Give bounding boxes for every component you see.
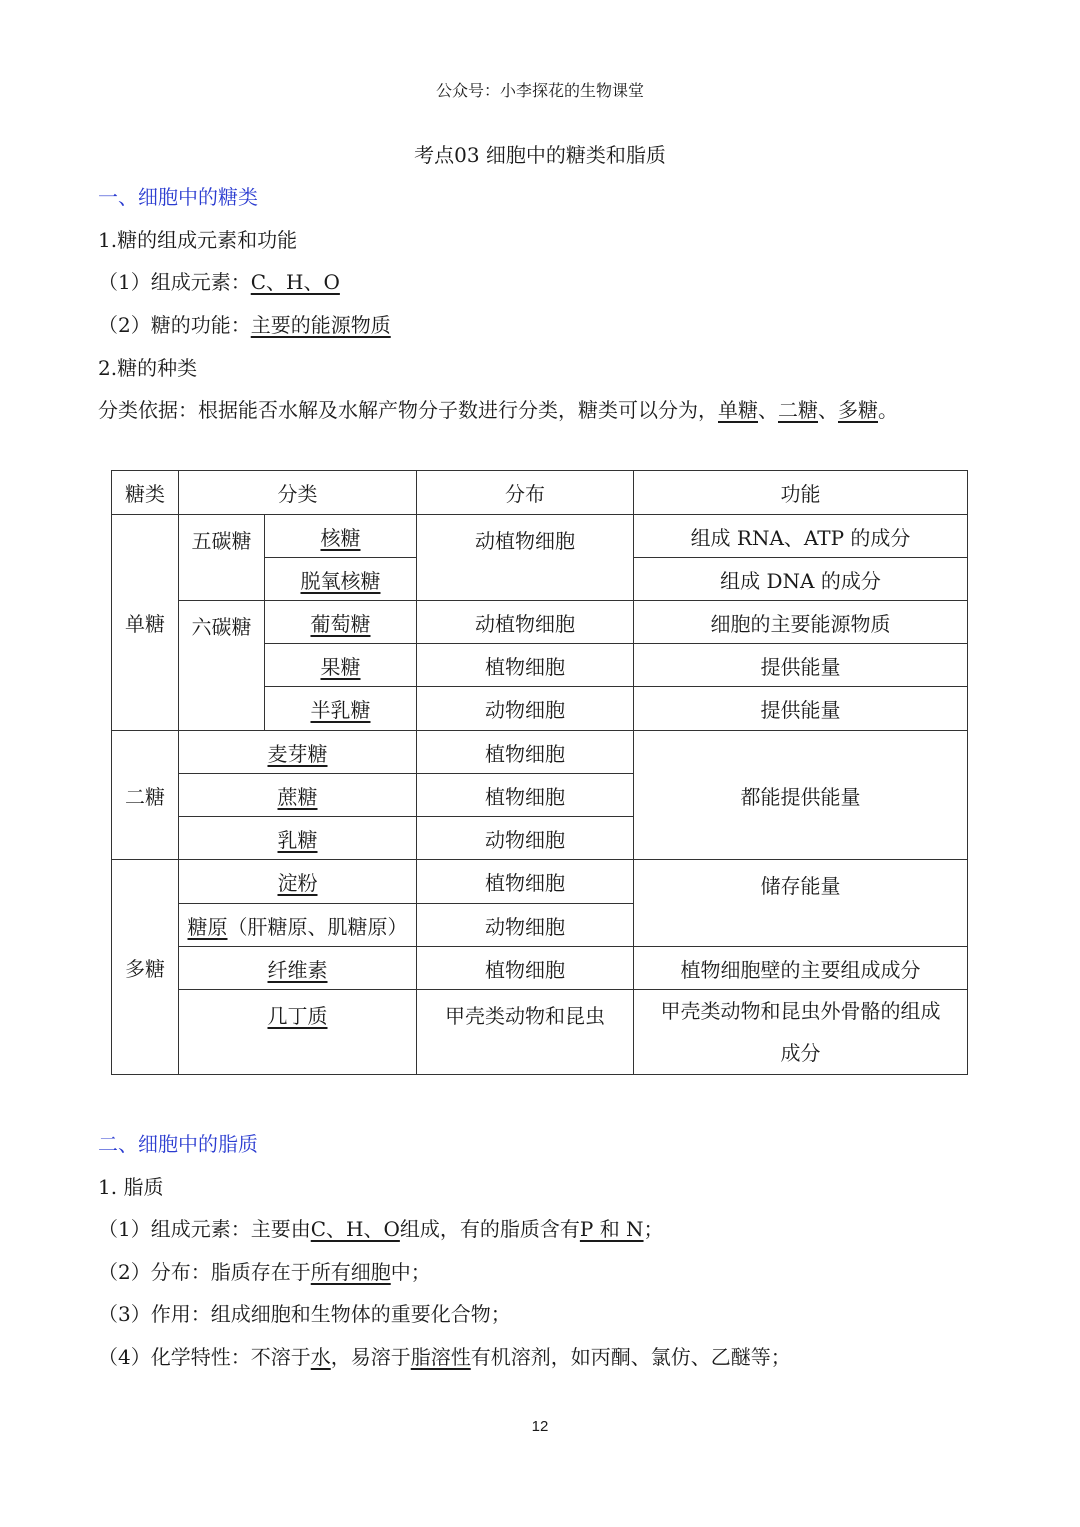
basis-term-poly: 多糖	[838, 398, 878, 422]
sugar-ribose: 核糖	[320, 525, 361, 550]
s1-item1: 1.糖的组成元素和功能	[98, 228, 298, 252]
sugar-lactose: 乳糖	[277, 827, 318, 852]
s1-basis	[98, 394, 898, 423]
section2-heading: 二、细胞中的脂质	[98, 1132, 258, 1156]
section1-heading: 一、细胞中的糖类	[98, 185, 258, 209]
sugar-galactose: 半乳糖	[310, 698, 371, 722]
basis-sep: 、	[818, 398, 838, 422]
basis-term-di: 二糖	[778, 398, 818, 422]
s2-l2-c: 中；	[390, 1260, 431, 1284]
s1-item1-1	[98, 266, 340, 295]
basis-sep: 、	[758, 398, 778, 422]
s2-l4-d: 脂溶性	[410, 1345, 471, 1369]
sugar-glucose: 葡萄糖	[310, 611, 371, 636]
sugar-glycogen	[179, 904, 417, 947]
s2-l4-b: 水	[310, 1345, 331, 1369]
s1-item1-1-prefix: （1）组成元素：	[98, 270, 251, 294]
th-class: 分类	[179, 471, 417, 515]
page-header: 公众号：小李探花的生物课堂	[435, 81, 644, 100]
s2-item1: 1. 脂质	[98, 1175, 164, 1199]
func-chitin	[634, 990, 968, 1075]
sub-c5: 五碳糖	[179, 515, 265, 601]
dist-cellulose: 植物细胞	[417, 947, 634, 990]
s2-l1-a: （1）组成元素：主要由	[98, 1217, 311, 1241]
dist-chitin: 甲壳类动物和昆虫	[417, 990, 634, 1075]
func-di: 都能提供能量	[634, 731, 968, 860]
th-function: 功能	[634, 471, 968, 515]
dist-starch: 植物细胞	[417, 860, 634, 904]
s2-l1-e: ；	[643, 1217, 664, 1241]
basis-end: 。	[878, 398, 898, 422]
s2-l4-a: （4）化学特性：不溶于	[98, 1345, 311, 1369]
s2-line2	[98, 1256, 431, 1285]
s2-line3: （3）作用：组成细胞和生物体的重要化合物；	[98, 1302, 511, 1326]
s2-l4-c: ，易溶于	[330, 1345, 411, 1369]
page-number: 12	[531, 1418, 549, 1435]
s2-l2-a: （2）分布：脂质存在于	[98, 1260, 311, 1284]
sugar-sucrose: 蔗糖	[277, 784, 318, 809]
sugar-chitin: 几丁质	[267, 1004, 328, 1028]
s1-item1-2	[98, 309, 391, 338]
func-glucose: 细胞的主要能源物质	[634, 601, 968, 644]
s2-l1-d: P 和 N	[579, 1217, 644, 1241]
th-distribution: 分布	[417, 471, 634, 515]
sugar-starch: 淀粉	[277, 871, 318, 895]
func-storage: 储存能量	[634, 860, 968, 947]
dist-galactose: 动物细胞	[417, 687, 634, 731]
func-ribose: 组成 RNA、ATP 的成分	[634, 515, 968, 558]
sugar-maltose: 麦芽糖	[267, 741, 328, 766]
func-chitin-line2: 成分	[780, 1041, 821, 1065]
sugar-glycogen-term: 糖原	[187, 914, 228, 939]
s2-line1	[98, 1213, 664, 1242]
sugar-table	[111, 470, 968, 1075]
func-galactose: 提供能量	[634, 687, 968, 731]
func-deoxyribose: 组成 DNA 的成分	[634, 558, 968, 601]
sugar-cellulose: 纤维素	[267, 957, 328, 982]
dist-fructose: 植物细胞	[417, 644, 634, 687]
s1-item1-2-prefix: （2）糖的功能：	[98, 313, 251, 337]
dist-ribose: 动植物细胞	[417, 515, 634, 601]
func-fructose: 提供能量	[634, 644, 968, 687]
dist-glucose: 动植物细胞	[417, 601, 634, 644]
th-category: 糖类	[112, 471, 179, 515]
sub-c6: 六碳糖	[179, 601, 265, 731]
sugar-deoxyribose: 脱氧核糖	[300, 568, 381, 593]
dist-lactose: 动物细胞	[417, 817, 634, 860]
sugar-glycogen-note: （肝糖原、肌糖原）	[227, 914, 408, 939]
cat-poly: 多糖	[112, 860, 179, 1075]
sugar-fructose: 果糖	[320, 654, 361, 679]
page-title: 考点03 细胞中的糖类和脂质	[414, 143, 666, 167]
s2-line4	[98, 1341, 791, 1370]
func-chitin-line1: 甲壳类动物和昆虫外骨骼的组成	[660, 999, 941, 1023]
dist-maltose: 植物细胞	[417, 731, 634, 774]
dist-glycogen: 动物细胞	[417, 904, 634, 947]
cat-mono: 单糖	[112, 515, 179, 731]
basis-term-mono: 单糖	[718, 398, 758, 422]
cat-di: 二糖	[112, 731, 179, 860]
basis-text: 分类依据：根据能否水解及水解产物分子数进行分类，糖类可以分为，	[98, 398, 718, 422]
s2-l1-c: 组成，有的脂质含有	[399, 1217, 580, 1241]
s1-item1-1-value: C、H、O	[250, 270, 340, 294]
s2-l2-b: 所有细胞	[310, 1260, 391, 1284]
s1-item1-2-value: 主要的能源物质	[250, 313, 391, 337]
s1-item2: 2.糖的种类	[98, 356, 198, 380]
s2-l4-e: 有机溶剂，如丙酮、氯仿、乙醚等；	[470, 1345, 791, 1369]
dist-sucrose: 植物细胞	[417, 774, 634, 817]
func-cellulose: 植物细胞壁的主要组成成分	[634, 947, 968, 990]
s2-l1-b: C、H、O	[310, 1217, 400, 1241]
